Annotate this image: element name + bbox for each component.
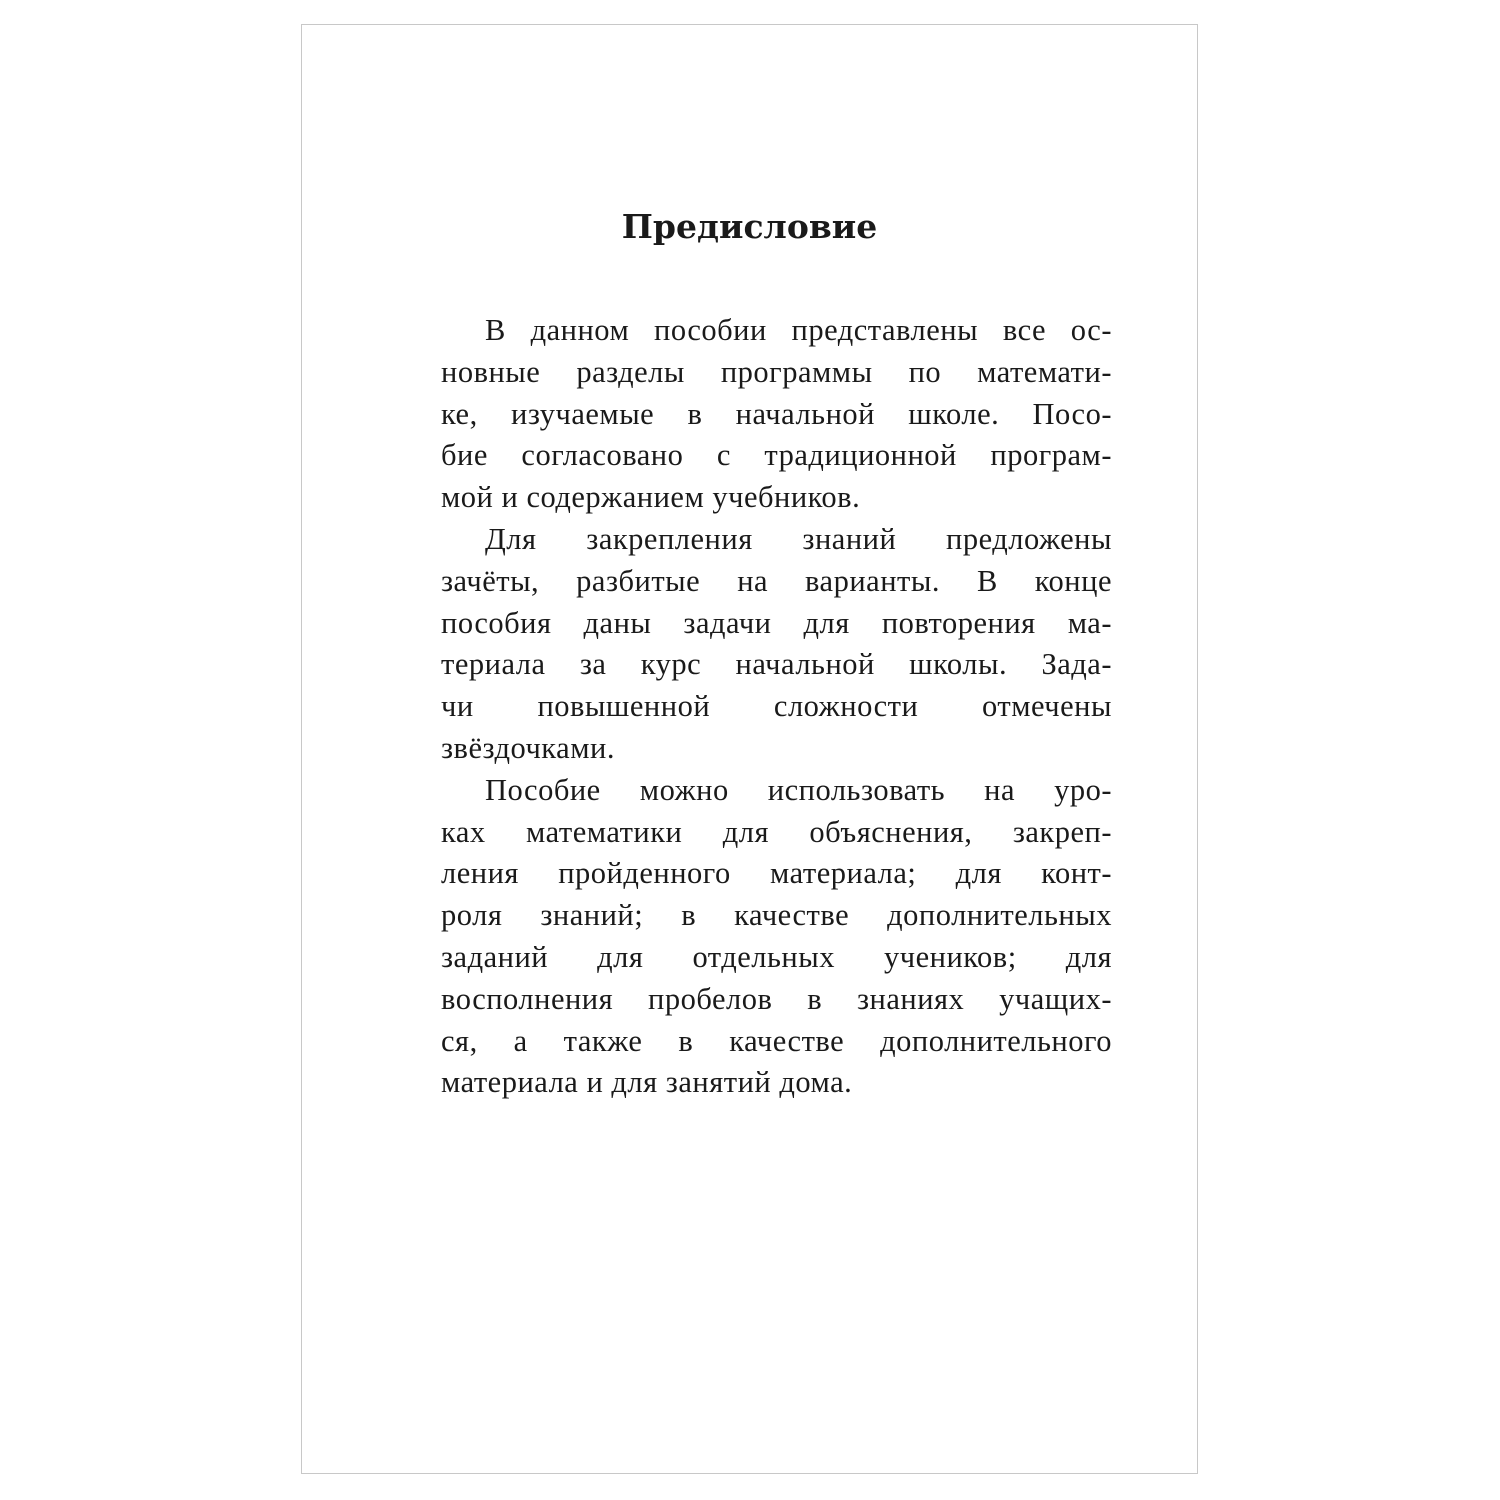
paragraph-1-line: В данном пособии представлены все ос- <box>485 313 1112 347</box>
paragraph-1-line: новные разделы программы по математи- <box>441 354 1112 389</box>
paragraph-2-line: чи повышенной сложности отмечены <box>441 689 1112 724</box>
paragraph-3-line: ления пройденного материала; для конт- <box>441 856 1112 891</box>
paragraph-3-line: Пособие можно использовать на уро- <box>485 772 1112 807</box>
paragraph-3-line: ся, а также в качестве дополнительного <box>441 1023 1112 1058</box>
paragraph-3-line: ках математики для объяснения, закреп- <box>441 814 1112 849</box>
paragraph-2-line: звёздочками. <box>441 730 615 765</box>
paragraph-1-line: мой и содержанием учебников. <box>441 480 861 515</box>
page-title: Предисловие <box>621 207 878 246</box>
paragraph-2-line: зачёты, разбитые на варианты. В конце <box>441 563 1112 598</box>
book-page <box>301 24 1198 1474</box>
paragraph-2-line: Для закрепления знаний предложены <box>485 521 1112 556</box>
paragraph-3-line: материала и для занятий дома. <box>441 1065 853 1100</box>
paragraph-3-line: заданий для отдельных учеников; для <box>441 939 1112 974</box>
paragraph-3-line: роля знаний; в качестве дополнительных <box>441 898 1112 933</box>
paragraph-2-line: териала за курс начальной школы. Зада- <box>441 647 1112 682</box>
paragraph-3-line: восполнения пробелов в знаниях учащих- <box>441 981 1112 1016</box>
paragraph-2-line: пособия даны задачи для повторения ма- <box>441 605 1112 640</box>
page-body <box>441 310 1112 1104</box>
paragraph-1-line: ке, изучаемые в начальной школе. Посо- <box>441 396 1112 431</box>
paragraph-1-line: бие согласовано с традиционной програм- <box>441 438 1112 473</box>
